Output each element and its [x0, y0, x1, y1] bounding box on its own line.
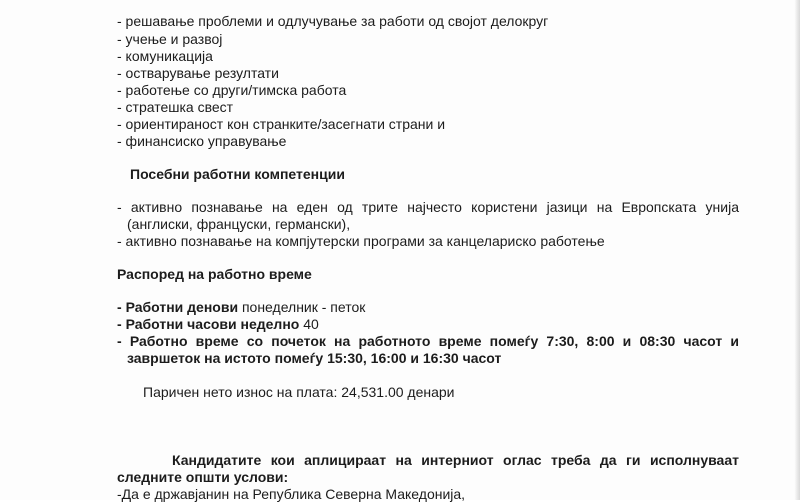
competency-item: - работење со други/тимска работа: [117, 82, 347, 98]
competency-item: - ориентираност кон странките/засегнати страни и: [117, 116, 446, 132]
conditions-intro: Кандидатите кои аплицираат на интерниот оглас треба да ги исполнуваат: [172, 452, 739, 468]
scan-edge-shadow: [794, 0, 800, 500]
competency-item: - стратешка свест: [117, 99, 234, 115]
competency-item: - учење и развој: [117, 31, 223, 47]
working-time-continuation: завршеток на истото помеѓу 15:30, 16:00 и 16:30 часот: [127, 350, 502, 366]
working-days-value: понеделник - петок: [241, 299, 366, 315]
weekly-hours-line: - Работни часови неделно 40: [117, 316, 319, 332]
weekly-hours-label: Работни часови неделно: [125, 316, 300, 332]
weekly-hours-value: 40: [303, 316, 319, 332]
competency-item: - остварување резултати: [117, 65, 279, 81]
competency-item: - финансиско управување: [117, 133, 287, 149]
condition-item: -Да е државјанин на Република Северна Македонија,: [117, 486, 466, 502]
working-days-line: - Работни денови понеделник - петок: [117, 299, 366, 315]
special-competency-item: - активно познавање на еден од трите најчесто користени јазици на Европската унија: [117, 199, 739, 215]
special-competency-item-continuation: (англиски, француски, германски),: [127, 216, 351, 232]
working-time-line: - Работно време со почеток на работното време помеѓу 7:30, 8:00 и 08:30 часот и: [117, 333, 739, 349]
competency-item: - решавање проблеми и одлучување за работи од својот делокруг: [117, 13, 549, 29]
competency-item: - комуникација: [117, 48, 213, 64]
working-time-text: Работно време со почеток на работното време помеѓу 7:30, 8:00 и 08:30 часот и: [129, 333, 739, 349]
special-competencies-heading: Посебни работни компетенции: [130, 166, 345, 182]
schedule-heading: Распоред на работно време: [117, 266, 312, 282]
special-competency-item: - активно познавање на компјутерски програми за канцелариско работење: [117, 233, 605, 249]
working-days-label: Работни денови: [125, 299, 239, 315]
conditions-intro-continuation: следните општи услови:: [117, 469, 289, 485]
salary-text: Паричен нето износ на плата: 24,531.00 денари: [143, 384, 455, 400]
